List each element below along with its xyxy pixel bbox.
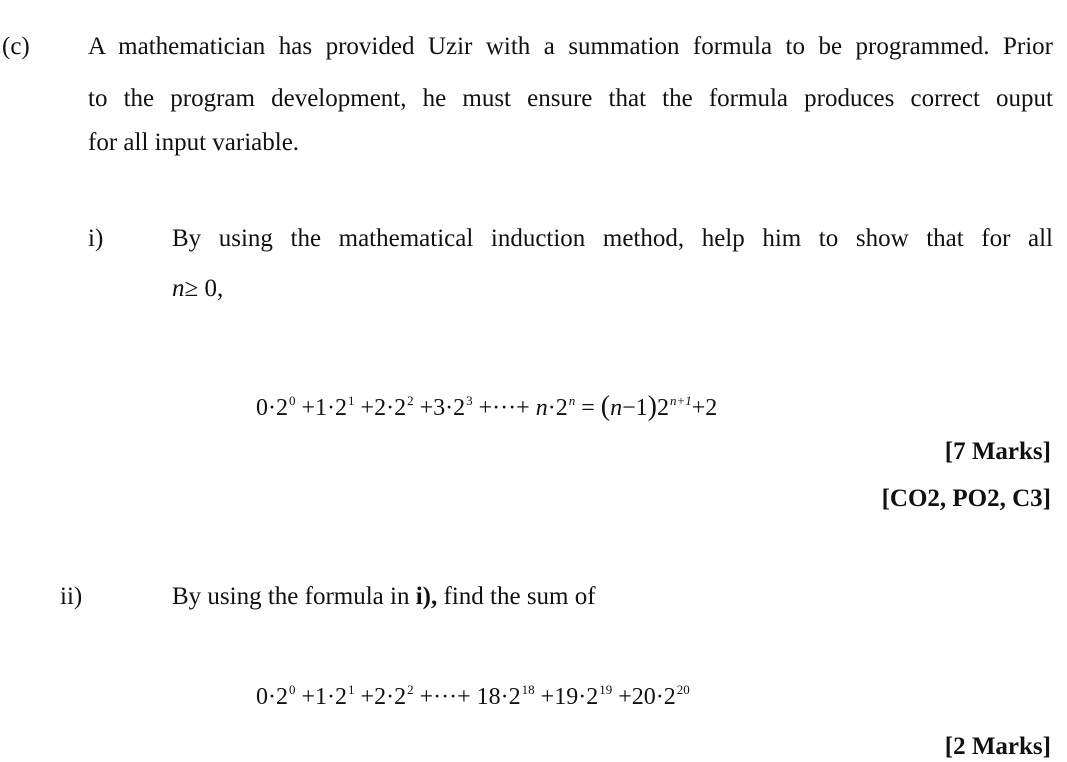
condition-rest: ≥ 0, <box>184 275 224 302</box>
lhs-term-4: $+3\cdot 2^3$ <box>419 393 473 421</box>
sum-formula <box>256 682 690 715</box>
sum-term-3: $+2\cdot 2^2$ <box>360 682 414 710</box>
sum-term-1: $0\cdot 2^0$ <box>256 682 296 710</box>
lhs-term-1: $0\cdot 2^0$ <box>256 393 296 421</box>
sum-ellipsis: +···+ <box>419 684 471 710</box>
part-c-line-2: to the program development, he must ensure that the formula produces correct ouput <box>88 85 1053 112</box>
part-i-line-1: By using the mathematical induction method, help him to show that for all <box>172 225 1053 252</box>
part-i-outcomes: [CO2, PO2, C3] <box>881 485 1051 512</box>
part-ii-text-after: find the sum of <box>437 583 596 610</box>
part-c-line-3: for all input variable. <box>88 129 300 156</box>
part-i-label: i) <box>88 225 104 252</box>
part-ii-text <box>172 582 596 612</box>
lhs-ellipsis: +···+ <box>478 395 530 421</box>
part-c-line-1: A mathematician has provided Uzir with a summation formula to be programmed. Prior <box>88 33 1053 60</box>
sum-term-20: $+20\cdot 2^{20}$ <box>618 682 690 710</box>
part-c-label: (c) <box>2 33 30 60</box>
lhs-term-2: $+1\cdot 2^1$ <box>301 393 355 421</box>
sum-term-2: $+1\cdot 2^1$ <box>301 682 355 710</box>
lhs-term-3: $+2\cdot 2^2$ <box>360 393 414 421</box>
lhs-nth-term: $n\cdot 2^n$ <box>535 393 576 421</box>
part-i-condition <box>172 274 223 304</box>
induction-formula <box>256 392 717 426</box>
part-ii-text-before: By using the formula in <box>172 583 416 610</box>
part-ii-text-bold: i), <box>415 583 438 610</box>
condition-variable: n <box>172 275 185 302</box>
part-i-marks: [7 Marks] <box>944 438 1051 465</box>
part-ii-label: ii) <box>60 583 83 610</box>
rhs-expression: $(n-1)2^{n+1}+2$ <box>600 391 718 422</box>
sum-term-18: $18\cdot 2^{18}$ <box>476 682 535 710</box>
part-ii-marks: [2 Marks] <box>944 733 1051 760</box>
sum-term-19: $+19\cdot 2^{19}$ <box>540 682 613 710</box>
equals-sign: = <box>581 395 595 421</box>
